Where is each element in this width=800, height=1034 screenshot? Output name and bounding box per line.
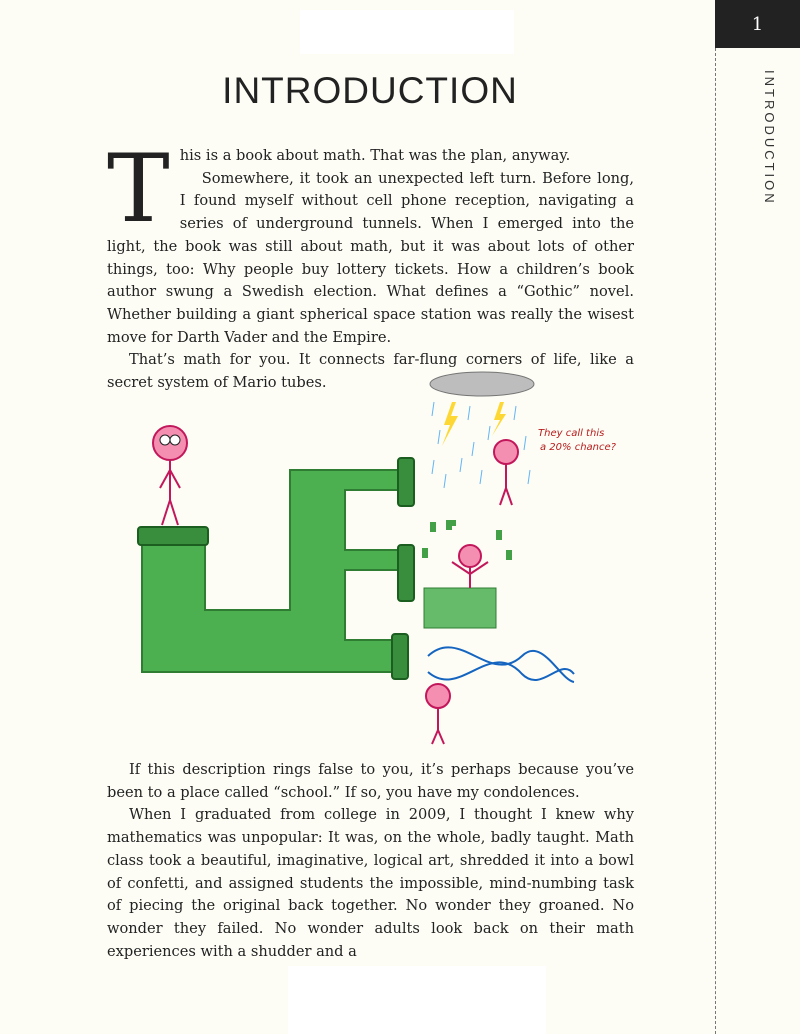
- stick-figure-on-pipe: [153, 426, 187, 525]
- mario-tubes-illustration: [130, 370, 616, 750]
- speech-line-1: They call this: [538, 428, 605, 439]
- chapter-title: INTRODUCTION: [222, 70, 518, 111]
- footer-blank-area: [288, 966, 546, 1034]
- body-text-top: [107, 135, 634, 395]
- page-number-tab: [715, 0, 800, 48]
- header-blank-area: [300, 10, 514, 54]
- dna-helix: [428, 647, 574, 682]
- stick-figure-in-rain: [494, 440, 518, 505]
- paragraph: Somewhere, it took an unexpected left turn. Before long, I found myself without cell phone reception, navigating a series of underground tunnels. When I emerged into the light, the book was still about math, but it was about lots of other things, too: Why people buy lottery tickets. How a children’s book author swung a Swedish election. What defines a “Gothic” novel. Whether building a giant spherical space station was really the wisest move for Darth Vader and the Empire.: [107, 169, 634, 346]
- paragraph: When I graduated from college in 2009, I thought I knew why mathematics was unpopular: It was, on the whole, badly taught. Math class took a beautiful, imaginative, logical art, shredded it into a bowl of confetti, and assigned students the impossible, mind-numbing task of piecing the original back together. No wonder they groaned. No wonder they failed. No wonder adults look back on their math experiences with a shudder and a: [107, 806, 634, 960]
- paragraph: If this description rings false to you, it’s perhaps because you’ve been to a place called “school.” If so, you have my condolences.: [107, 761, 634, 801]
- side-chapter-label: INTRODUCTION: [762, 70, 777, 206]
- stick-figure-in-money: [452, 545, 488, 588]
- green-pipes: [138, 458, 414, 679]
- speech-line-2: a 20% chance?: [540, 442, 616, 453]
- money-pile: [422, 520, 512, 628]
- dashed-margin-line: [715, 48, 716, 1034]
- body-text-bottom: [107, 759, 634, 963]
- drop-cap: T: [107, 135, 170, 244]
- stick-figure-with-dna: [426, 684, 450, 744]
- paragraph: That’s math for you. It connects far-flung corners of life, like a secret system of Mario tubes.: [107, 351, 634, 392]
- paragraph: [107, 135, 634, 244]
- paragraph-text: his is a book about math. That was the plan, anyway.: [179, 147, 571, 164]
- storm-cloud: [430, 372, 534, 488]
- page-number: 1: [751, 13, 764, 35]
